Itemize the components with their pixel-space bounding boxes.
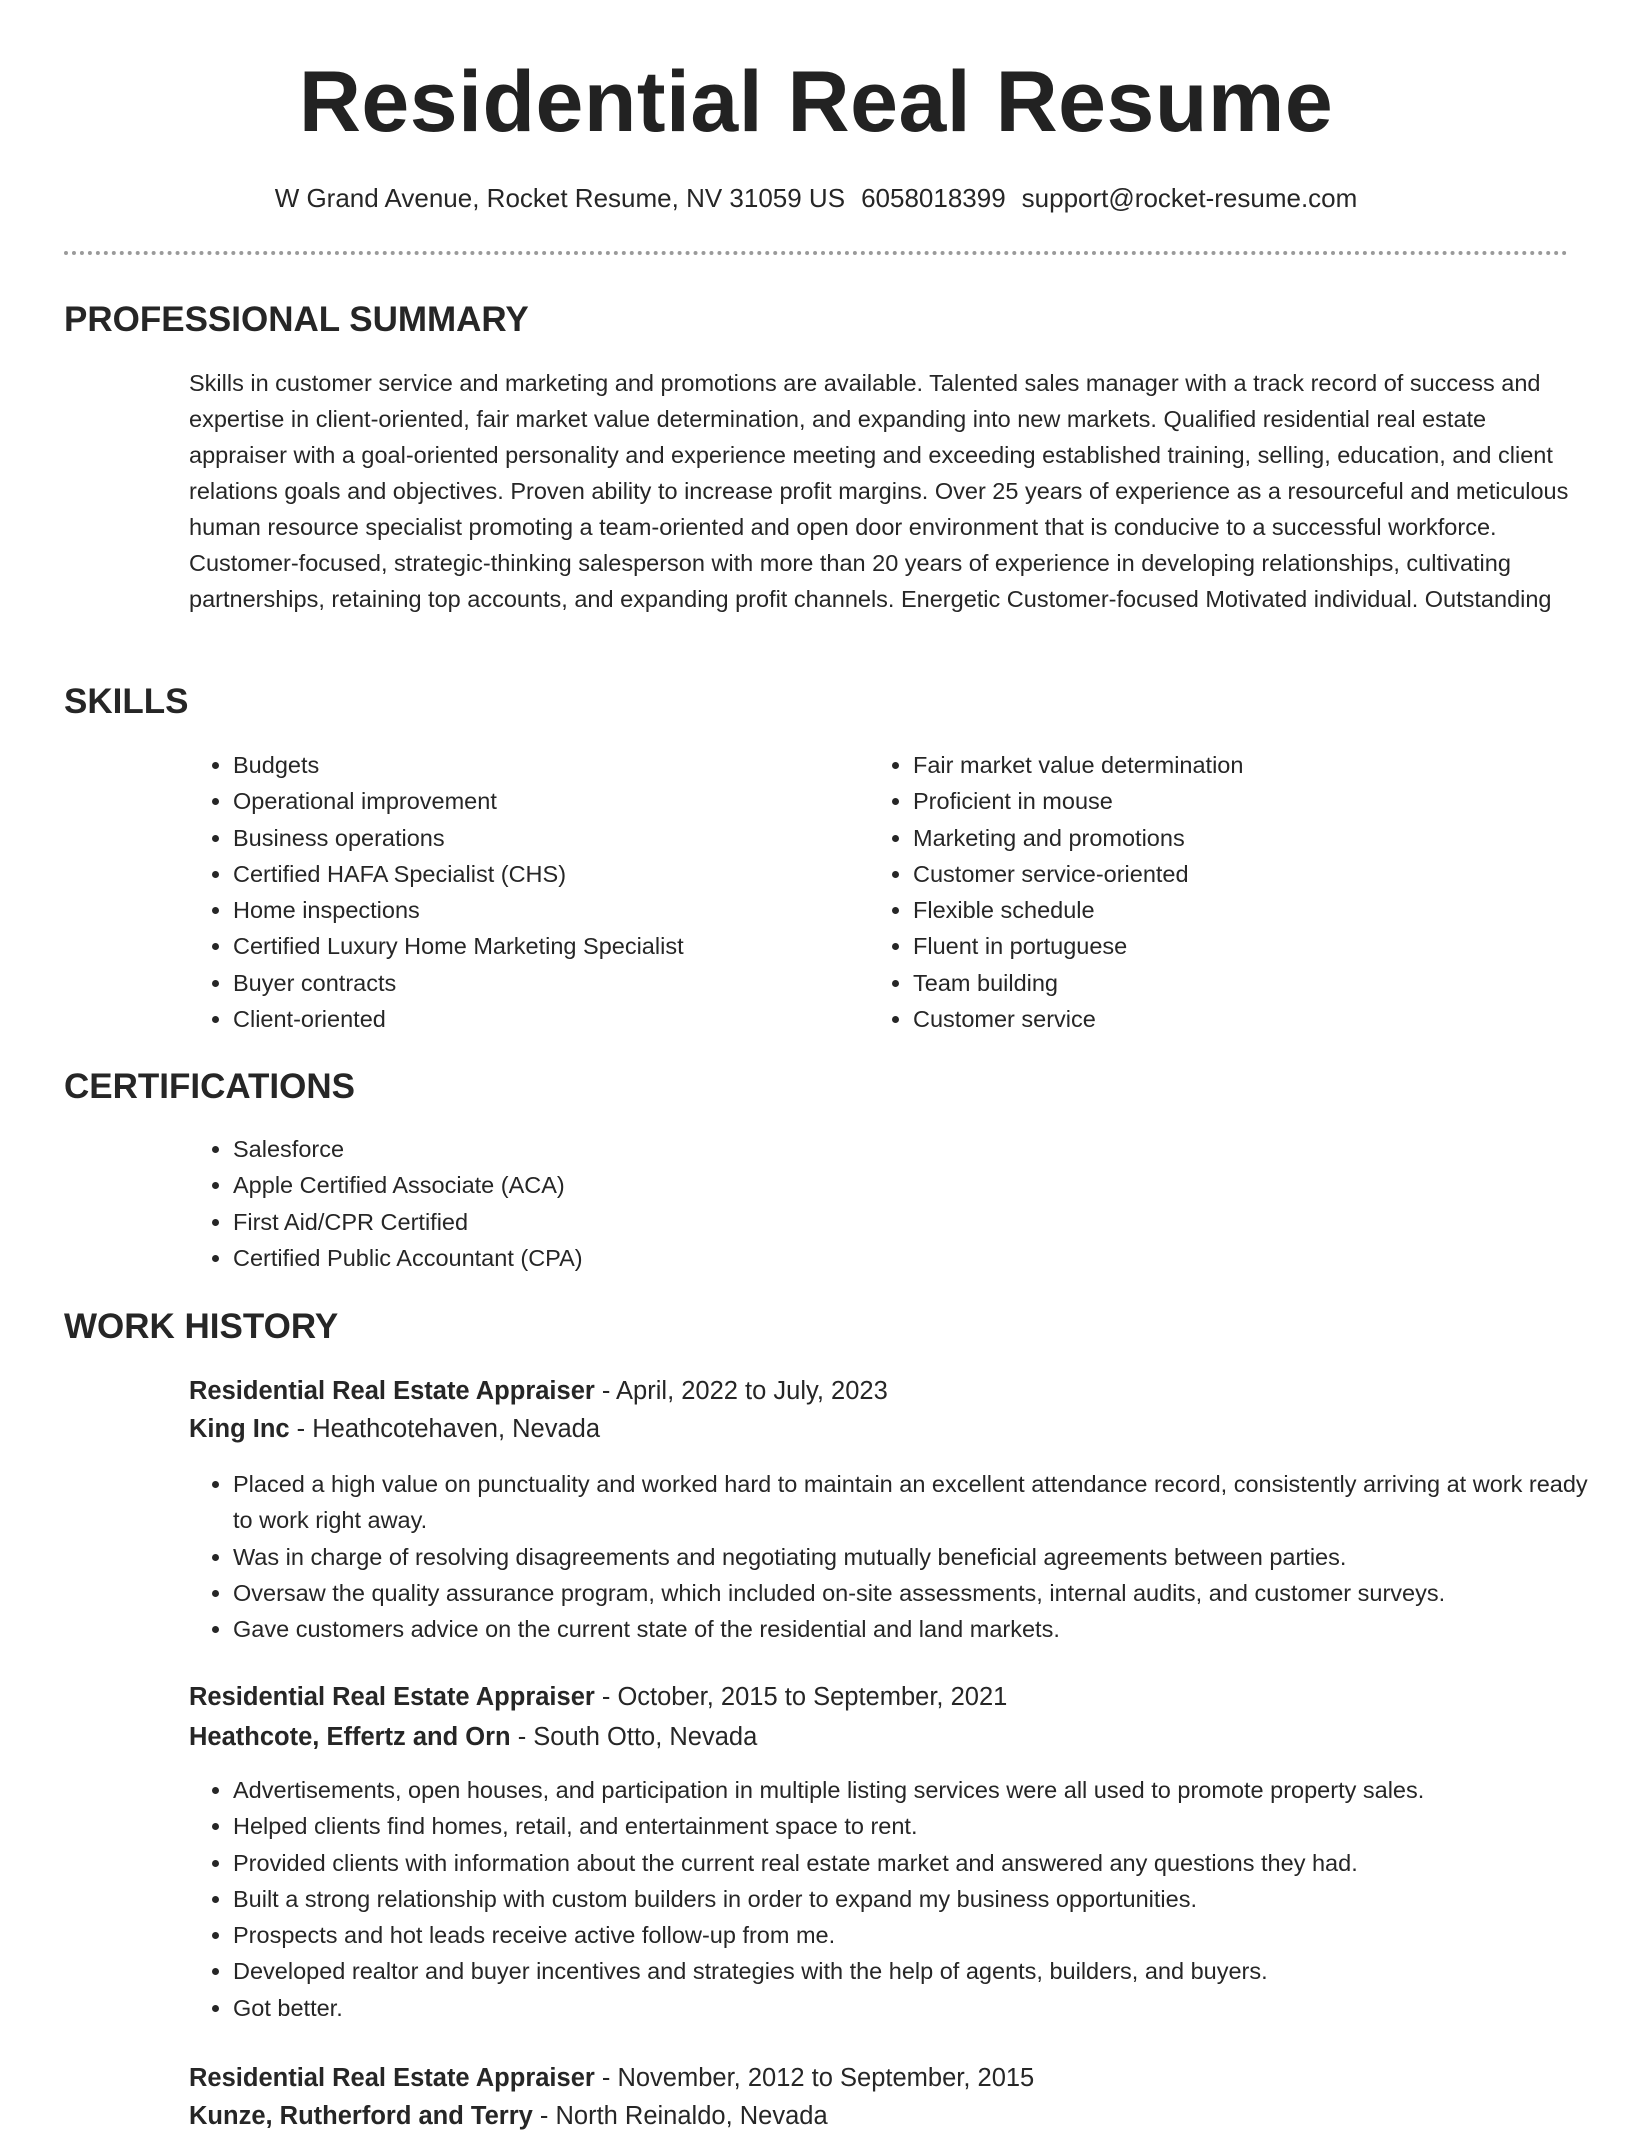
skills-list-left (189, 747, 853, 1037)
job-title-line (189, 1679, 1007, 1715)
job-bullet: • Developed realtor and buyer incentives and strategies with the help of agents, builders, and buyers. (233, 1953, 1603, 1989)
skill-item: • Customer service (913, 1001, 1593, 1037)
job-bullet: • Was in charge of resolving disagreements and negotiating mutually beneficial agreements between parties. (233, 1539, 1603, 1575)
job-bullet: • Advertisements, open houses, and participation in multiple listing services were all used to promote property sales. (233, 1772, 1603, 1808)
job-location: - Heathcotehaven, Nevada (289, 1415, 601, 1443)
job-location: - North Reinaldo, Nevada (532, 2102, 828, 2130)
job-dates: - November, 2012 to September, 2015 (594, 2064, 1035, 2092)
section-title-skills: SKILLS (64, 682, 189, 721)
job-company-line (189, 1411, 600, 1447)
contact-address: W Grand Avenue, Rocket Resume, NV 31059 US (274, 183, 846, 213)
job-company-line (189, 1719, 757, 1755)
job-company: Heathcote, Effertz and Orn (189, 1723, 511, 1751)
skill-item: • Customer service-oriented (913, 856, 1593, 892)
certification-item: • Certified Public Accountant (CPA) (233, 1240, 1533, 1276)
certifications-list (189, 1131, 1533, 1276)
contact-line (0, 180, 1632, 216)
skill-item: • Certified HAFA Specialist (CHS) (233, 856, 853, 892)
job-bullet: • Prospects and hot leads receive active follow-up from me. (233, 1917, 1603, 1953)
job-dates: - April, 2022 to July, 2023 (594, 1377, 888, 1405)
job-bullet: • Placed a high value on punctuality and worked hard to maintain an excellent attendance record, consistently arriving at work ready to work right away. (233, 1466, 1603, 1539)
job-company-line (189, 2098, 828, 2134)
job-bullet: • Gave customers advice on the current state of the residential and land markets. (233, 1611, 1603, 1647)
job-role: Residential Real Estate Appraiser (189, 1377, 595, 1405)
skill-item: • Fluent in portuguese (913, 928, 1593, 964)
skill-item: • Fair market value determination (913, 747, 1593, 783)
contact-email: support@rocket-resume.com (1021, 183, 1358, 213)
section-title-certifications: CERTIFICATIONS (64, 1067, 356, 1106)
job-title-line (189, 1373, 888, 1409)
job-dates: - October, 2015 to September, 2021 (594, 1683, 1008, 1711)
skill-item: • Marketing and promotions (913, 820, 1593, 856)
certification-item: • First Aid/CPR Certified (233, 1204, 1533, 1240)
header-divider (64, 251, 1568, 255)
job-bullet: • Built a strong relationship with custom builders in order to expand my business opportunities. (233, 1881, 1603, 1917)
job-company: King Inc (189, 1415, 290, 1443)
skill-item: • Buyer contracts (233, 965, 853, 1001)
skills-list-right (869, 747, 1593, 1037)
job-bullet: • Oversaw the quality assurance program, which included on-site assessments, internal audits, and customer surveys. (233, 1575, 1603, 1611)
contact-phone: 6058018399 (861, 183, 1006, 213)
skill-item: • Flexible schedule (913, 892, 1593, 928)
job-bullet: • Got better. (233, 1990, 1603, 2026)
skill-item: • Team building (913, 965, 1593, 1001)
job-bullets (189, 1466, 1603, 1647)
job-company: Kunze, Rutherford and Terry (189, 2102, 533, 2130)
skill-item: • Client-oriented (233, 1001, 853, 1037)
job-bullet: • Helped clients find homes, retail, and entertainment space to rent. (233, 1808, 1603, 1844)
job-bullets (189, 1772, 1603, 2026)
certification-item: • Apple Certified Associate (ACA) (233, 1167, 1533, 1203)
resume-name-heading: Residential Real Resume (298, 54, 1334, 150)
job-role: Residential Real Estate Appraiser (189, 2064, 595, 2092)
section-title-work-history: WORK HISTORY (64, 1307, 339, 1346)
skill-item: • Operational improvement (233, 783, 853, 819)
skill-item: • Home inspections (233, 892, 853, 928)
skill-item: • Budgets (233, 747, 853, 783)
job-title-line (189, 2060, 1034, 2096)
summary-text: Skills in customer service and marketing and promotions are available. Talented sales manager with a track record of success and expertise in client-oriented, fair market value determination, and expanding into new markets. Qualified residential real estate appraiser with a goal-oriented personality and experience meeting and exceeding established training, selling, education, and client relations goals and objectives. Proven ability to increase profit margins. Over 25 years of experience as a resourceful and meticulous human resource specialist promoting a team-oriented and open door environment that is conducive to a successful workforce. Customer-focused, strategic-thinking salesperson with more than 20 years of experience in developing relationships, cultivating partnerships, retaining top accounts, and expanding profit channels. Energetic Customer-focused Motivated individual. Outstanding (189, 370, 1569, 612)
skill-item: • Proficient in mouse (913, 783, 1593, 819)
skill-item: • Certified Luxury Home Marketing Specialist (233, 928, 853, 964)
skill-item: • Business operations (233, 820, 853, 856)
job-role: Residential Real Estate Appraiser (189, 1683, 595, 1711)
certification-item: • Salesforce (233, 1131, 1533, 1167)
job-bullet: • Provided clients with information about the current real estate market and answered any questions they had. (233, 1845, 1603, 1881)
job-location: - South Otto, Nevada (510, 1723, 758, 1751)
section-title-summary: PROFESSIONAL SUMMARY (64, 300, 529, 339)
